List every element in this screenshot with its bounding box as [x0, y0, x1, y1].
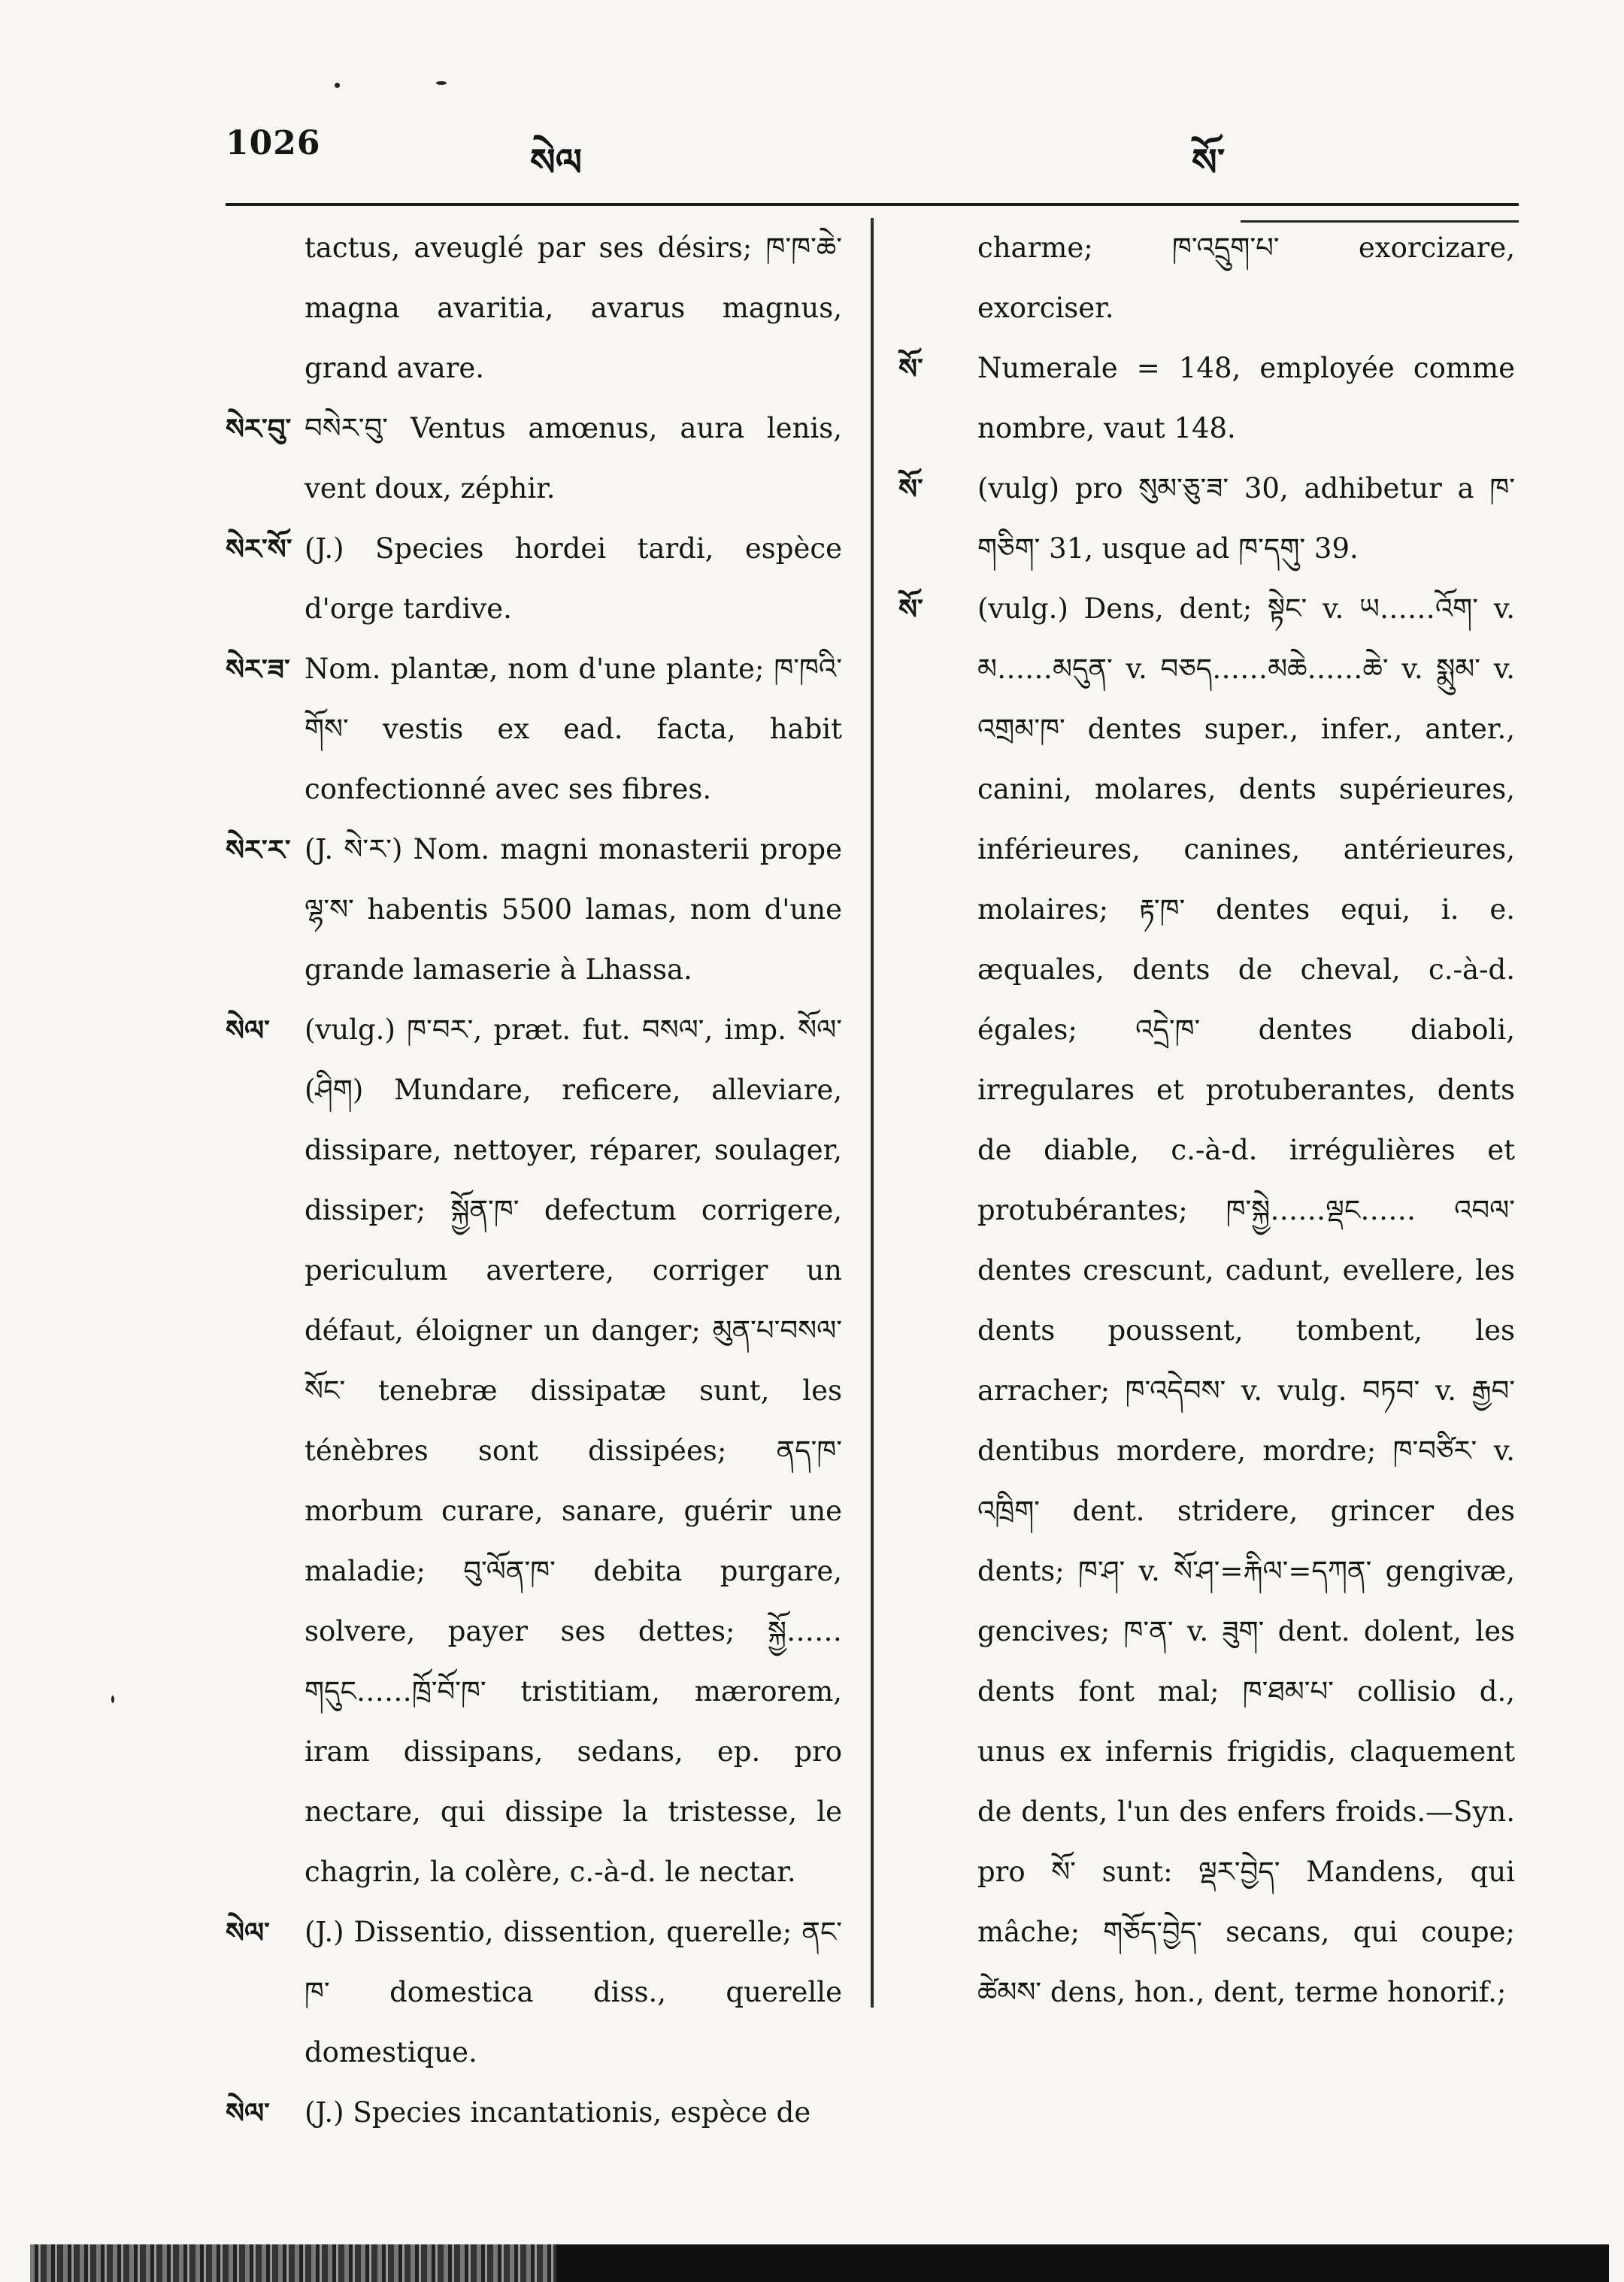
entry-text: (J. སེ་ར་) Nom. magni monasterii prope ལྷ་ས་ habentis 5500 lamas, nom d'une grande lamaserie à Lhassa. [304, 833, 842, 986]
page-header [226, 124, 1549, 184]
print-speck [335, 83, 340, 88]
entry-headword: སོ་ [898, 472, 923, 505]
dictionary-entry [226, 519, 842, 639]
entry-headword: སེར་སོ་ [226, 532, 292, 565]
dictionary-entry [226, 218, 842, 399]
column-divider [871, 218, 874, 2008]
dictionary-entry [898, 459, 1515, 579]
entry-text: Nom. plantæ, nom d'une plante; ཁ་ཁའི་གོས་ vestis ex ead. facta, habit confectionné avec ses fibres. [304, 653, 842, 805]
dictionary-entry [226, 399, 842, 519]
entry-headword: སེལ་ [226, 1916, 270, 1949]
entry-text: tactus, aveuglé par ses désirs; ཁ་ཁ་ཆེ་ magna avaritia, avarus magnus, grand avare. [304, 232, 842, 384]
left-column [226, 218, 842, 2143]
print-speck [436, 81, 447, 85]
entry-headword: སོ་ [898, 592, 923, 626]
header-rule [226, 203, 1519, 206]
entry-headword: སེར་ཟ་ [226, 653, 290, 686]
entry-headword: སོ་ [898, 352, 923, 385]
page-number: 1026 [226, 124, 321, 162]
dictionary-entry [226, 1000, 842, 1902]
dictionary-entry [226, 1902, 842, 2083]
dictionary-entry [226, 639, 842, 820]
running-headword-left: སེལ [530, 140, 583, 184]
dictionary-entry [226, 820, 842, 1000]
scan-edge-band [30, 2244, 1609, 2282]
entry-text: བསེར་བུ་ Ventus amœnus, aura lenis, vent doux, zéphir. [304, 412, 842, 505]
dictionary-entry [898, 579, 1515, 2023]
entry-headword: སེལ་ [226, 1014, 270, 1047]
entry-text: (vulg) pro སུམ་ཅུ་ཟ་ 30, adhibetur a ཁ་གཅིག་ 31, usque ad ཁ་དགུ་ 39. [977, 472, 1515, 565]
entry-text: charme; ཁ་འདྲུག་པ་ exorcizare, exorciser. [977, 232, 1515, 324]
entry-text: (J.) Species incantationis, espèce de [304, 2096, 811, 2129]
entry-text: Numerale = 148, employée comme nombre, vaut 148. [977, 352, 1515, 444]
print-speck [111, 1696, 114, 1703]
dictionary-entry [898, 338, 1515, 459]
entry-headword: སེལ་ [226, 2096, 270, 2129]
entry-text: (vulg.) ཁ་བར་, præt. fut. བསལ་, imp. སོལ་(ཤིག) Mundare, reficere, alleviare, dissipare, nettoyer, réparer, soulager, dissiper; སྐྱོན་ཁ་ defectum corrigere, periculum avertere, corriger un défaut, éloigner un danger; མུན་པ་བསལ་སོང་ tenebræ dissipatæ sunt, les ténèbres sont dissipées; ནད་ཁ་ morbum curare, sanare, guérir une maladie; བུ་ལོན་ཁ་ debita purgare, solvere, payer ses dettes; སྐྱོ……གདུང……ཁྲོ་བོ་ཁ་ tristitiam, mærorem, iram dissipans, sedans, ep. pro nectare, qui dissipe la tristesse, le chagrin, la colère, c.-à-d. le nectar. [304, 1014, 842, 1888]
entry-text: (J.) Dissentio, dissention, querelle; ནང་ཁ་ domestica diss., querelle domestique. [304, 1916, 842, 2068]
scan-edge-texture [30, 2244, 556, 2282]
right-column [898, 218, 1515, 2023]
entry-headword: སེར་བུ་ [226, 412, 292, 445]
entry-text: (J.) Species hordei tardi, espèce d'orge tardive. [304, 532, 842, 625]
entry-text: (vulg.) Dens, dent; སྟེང་ v. ཡ……འོག་ v. མ……མདུན་ v. བཅད……མཆེ……ཆེ་ v. སྨུམ་ v. འགྲམ་ཁ་ dentes super., infer., anter., canini, molares, dents supérieures, inférieures, canines, antérieures, molaires; རྟ་ཁ་ dentes equi, i. e. æquales, dents de cheval, c.-à-d. égales; འདྲེ་ཁ་ dentes diaboli, irregulares et protuberantes, dents de diable, c.-à-d. irrégulières et protubérantes; ཁ་སྐྱེ……ལྡང…… འབལ་ dentes crescunt, cadunt, evellere, les dents poussent, tombent, les arracher; ཁ་འདེབས་ v. vulg. བཏབ་ v. རྒྱབ་ dentibus mordere, mordre; ཁ་བཙིར་ v. འཁྲིག་ dent. stridere, grincer des dents; ཁ་ཤ་ v. སོ་ཤ་=རྐིལ་=དཀན་ gengivæ, gencives; ཁ་ན་ v. ཟུག་ dent. dolent, les dents font mal; ཁ་ཐམ་པ་ collisio d., unus ex infernis frigidis, claquement de dents, l'un des enfers froids.—Syn. pro སོ་ sunt: ལྡར་བྱེད་ Mandens, qui mâche; གཅོད་བྱེད་ secans, qui coupe; ཚེམས་ dens, hon., dent, terme honorif.; [977, 592, 1515, 2008]
dictionary-entry [898, 218, 1515, 338]
dictionary-entry [226, 2083, 842, 2143]
running-headword-right: སོ་ [1192, 140, 1226, 184]
entry-headword: སེར་ར་ [226, 833, 291, 866]
